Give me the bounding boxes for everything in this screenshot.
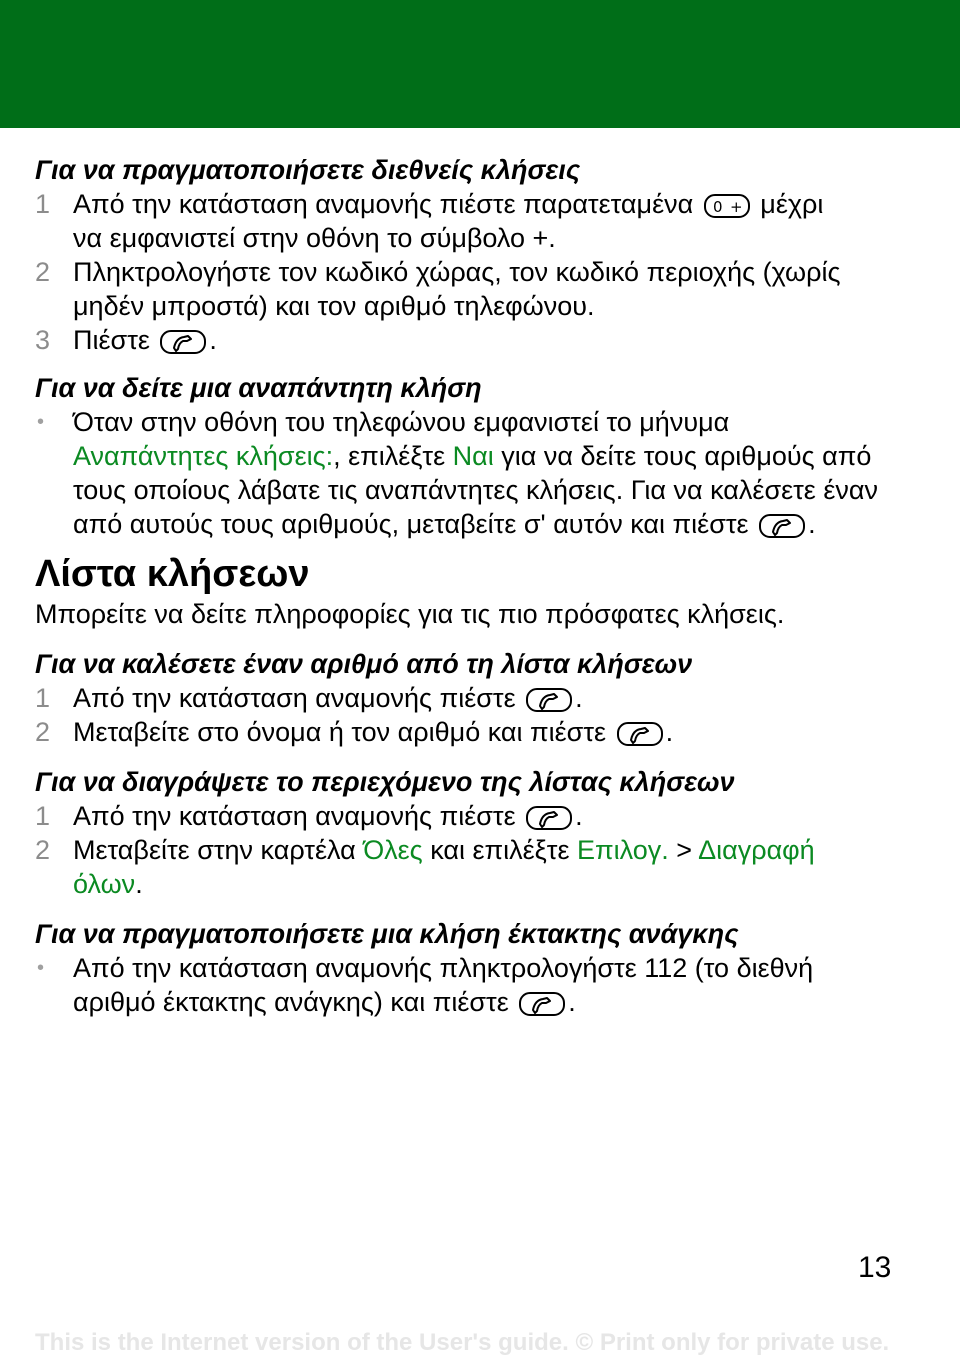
step-text: μέχρι [760, 189, 824, 219]
step-text: και επιλέξτε [430, 835, 570, 865]
step-text: Μεταβείτε στην καρτέλα [73, 835, 356, 865]
menu-term: Επιλογ. [577, 835, 669, 865]
section-title: Λίστα κλήσεων [35, 553, 310, 595]
bullet: • [37, 411, 45, 433]
heading-call-from-list: Για να καλέσετε έναν αριθμό από τη λίστα κλήσεων [35, 649, 693, 679]
list-item [35, 323, 925, 357]
bullet-text: Από την κατάσταση αναμονής πληκτρολογήστε 112 (το διεθνή [73, 953, 814, 983]
step-text: Από την κατάσταση αναμονής πιέστε [73, 683, 516, 713]
bullet-text: . [568, 987, 576, 1017]
step-number: 1 [35, 683, 51, 713]
list-item [35, 187, 925, 255]
menu-term: Αναπάντητες κλήσεις: [73, 441, 334, 471]
step-number: 2 [35, 257, 51, 287]
call-key-icon [518, 991, 566, 1017]
zero-plus-key-icon [703, 193, 751, 219]
bullet-text: Όταν στην οθόνη του τηλεφώνου εμφανιστεί το μήνυμα [73, 407, 730, 437]
list-item [35, 255, 925, 323]
step-text: > [676, 835, 693, 865]
bullet-text: από αυτούς τους αριθμούς, μεταβείτε σ' αυτόν και πιέστε [73, 509, 749, 539]
step-number: 1 [35, 189, 51, 219]
heading-emergency-call: Για να πραγματοποιήσετε μια κλήση έκτακτης ανάγκης [35, 919, 739, 949]
bullet-text: για να δείτε τους αριθμούς από [501, 441, 872, 471]
footer-watermark: This is the Internet version of the User's guide. © Print only for private use. [35, 1329, 890, 1356]
heading-missed-call: Για να δείτε μια αναπάντητη κλήση [35, 373, 482, 403]
section-intro: Μπορείτε να δείτε πληροφορίες για τις πιο πρόσφατες κλήσεις. [35, 599, 785, 629]
step-text: . [575, 683, 583, 713]
step-text: . [209, 325, 217, 355]
bullet-text: , επιλέξτε [333, 441, 446, 471]
step-number: 1 [35, 801, 51, 831]
call-key-icon [616, 721, 664, 747]
menu-term: Ναι [452, 441, 494, 471]
step-text: Πιέστε [73, 325, 150, 355]
svg-text:0: 0 [712, 198, 723, 216]
call-key-icon [525, 805, 573, 831]
step-text: Μεταβείτε στο όνομα ή τον αριθμό και πιέστε [73, 717, 607, 747]
step-text: . [665, 717, 674, 747]
step-text: Από την κατάσταση αναμονής πιέστε παρατεταμένα [73, 189, 694, 219]
step-text: μηδέν μπροστά) και τον αριθμό τηλεφώνου. [73, 291, 595, 321]
list-item [35, 833, 925, 901]
list-item [35, 951, 925, 1019]
step-text: Από την κατάσταση αναμονής πιέστε [73, 801, 516, 831]
step-number: 2 [35, 835, 51, 865]
step-text: . [575, 801, 583, 831]
bullet: • [37, 957, 45, 979]
heading-international-calls: Για να πραγματοποιήσετε διεθνείς κλήσεις [35, 155, 581, 185]
menu-term: όλων [73, 869, 136, 899]
menu-term: Διαγραφή [698, 835, 815, 865]
call-key-icon [159, 329, 207, 355]
call-key-icon [525, 687, 573, 713]
bullet-text: αριθμό έκτακτης ανάγκης) και πιέστε [73, 987, 509, 1017]
menu-term: Όλες [363, 835, 423, 865]
page-content [35, 153, 925, 1019]
header-bar [0, 0, 960, 128]
bullet-text: . [808, 509, 816, 539]
step-number: 3 [35, 325, 51, 355]
page-number: 13 [858, 1251, 892, 1284]
step-number: 2 [35, 717, 51, 747]
call-key-icon [758, 513, 806, 539]
list-item [35, 799, 925, 833]
step-text: Πληκτρολογήστε τον κωδικό χώρας, τον κωδικό περιοχής (χωρίς [73, 257, 841, 287]
svg-text:+: + [729, 198, 743, 216]
bullet-text: τους οποίους λάβατε τις αναπάντητες κλήσεις. Για να καλέσετε έναν [73, 475, 878, 505]
step-text: να εμφανιστεί στην οθόνη το σύμβολο +. [73, 223, 556, 253]
list-item [35, 681, 925, 715]
step-text: . [135, 869, 143, 899]
list-item [35, 715, 925, 749]
heading-delete-list: Για να διαγράψετε το περιεχόμενο της λίστας κλήσεων [35, 767, 735, 797]
list-item [35, 405, 925, 541]
